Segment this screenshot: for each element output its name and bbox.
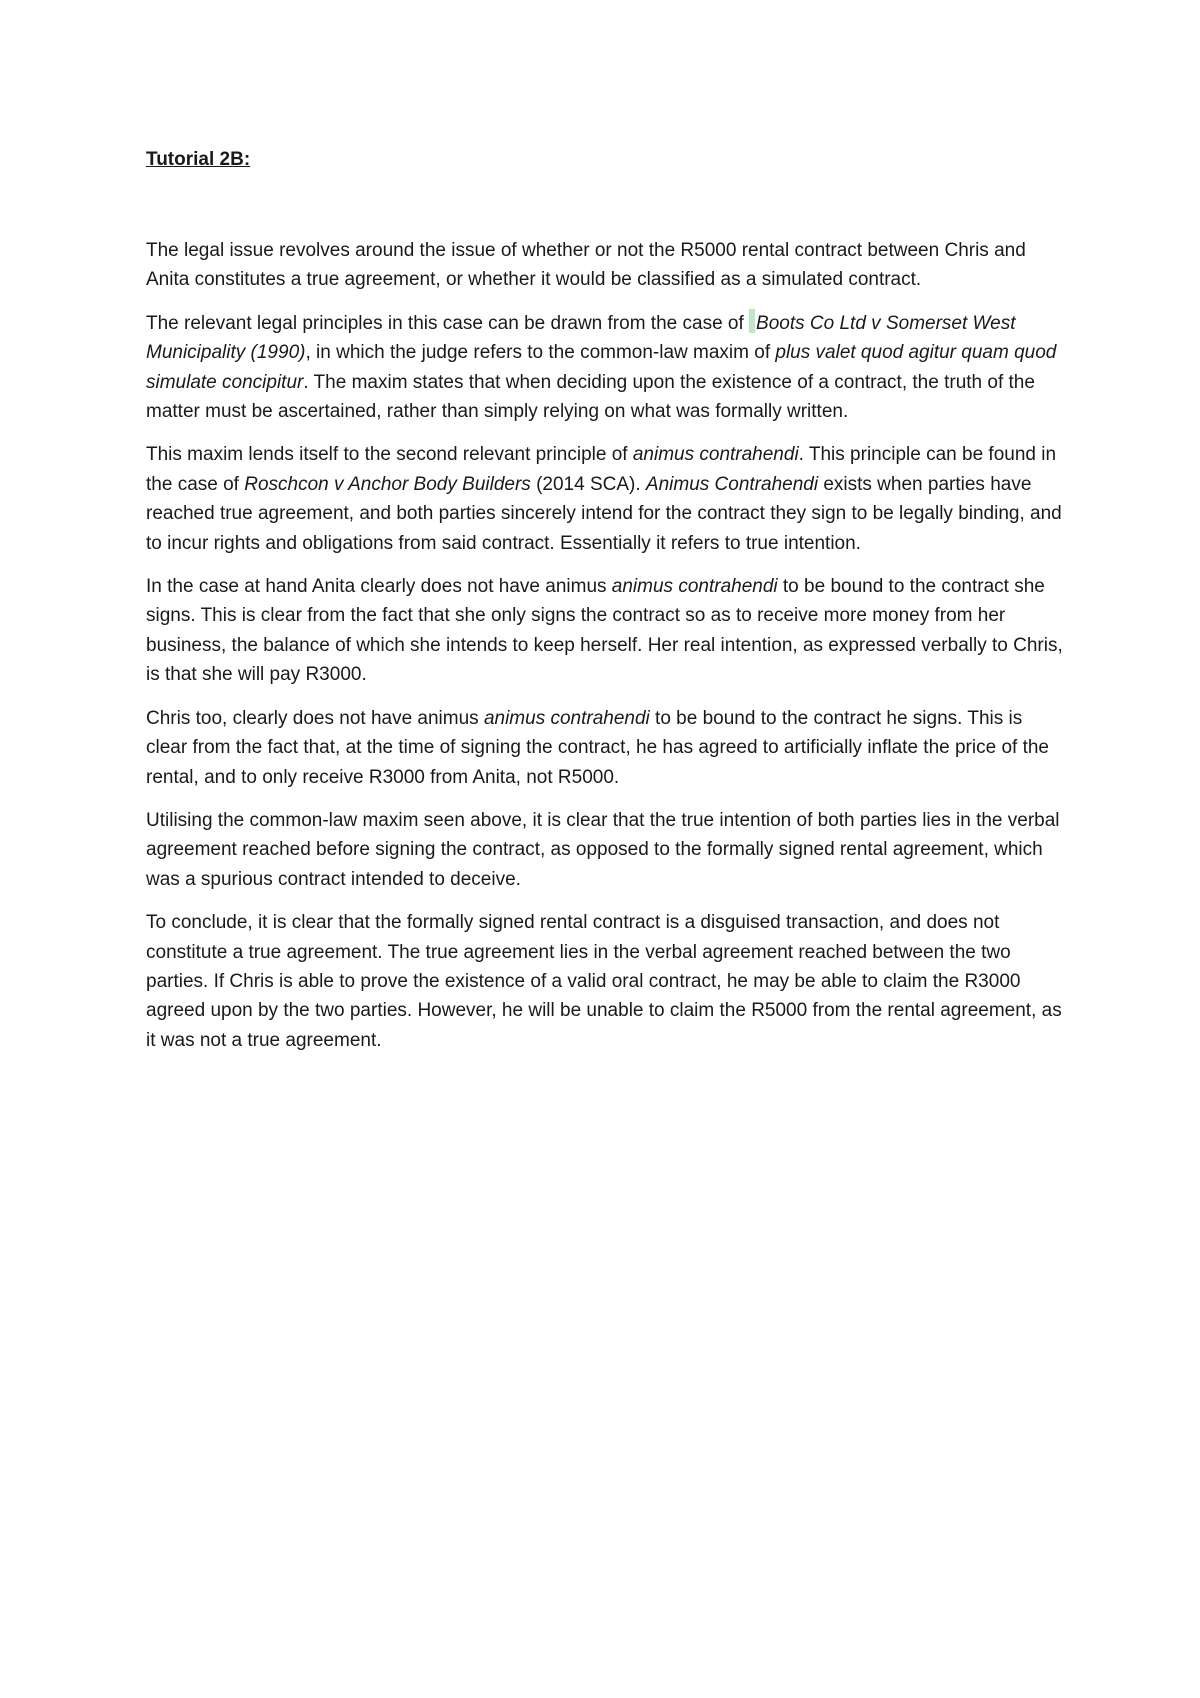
italic-run: Animus Contrahendi (645, 473, 819, 495)
paragraph-6 (146, 806, 1066, 894)
paragraph-2 (146, 309, 1066, 427)
italic-run: animus contrahendi (632, 444, 799, 466)
italic-run: animus contrahendi (483, 707, 650, 729)
paragraph-7 (146, 908, 1066, 1055)
text-run: Chris too, clearly does not have animus (146, 707, 484, 729)
text-run: The legal issue revolves around the issue of whether or not the R5000 rental contract between Chris and Anita constitutes a true agreement, or whether it would be classified as a simulated contract. (146, 240, 1026, 291)
text-run: . This principle can be found in the case of (146, 444, 1057, 495)
paragraph-4 (146, 572, 1066, 690)
italic-run: plus valet quod agitur quam quod simulate concipitur (146, 342, 1057, 393)
document-body (146, 236, 1066, 1069)
italic-run: Boots Co Ltd v Somerset West Municipality (1990) (146, 312, 1016, 364)
text-run: . The maxim states that when deciding upon the existence of a contract, the truth of the matter must be ascertained, rather than simply relying on what was formally written. (146, 371, 1035, 423)
text-run: Utilising the common-law maxim seen above, it is clear that the true intention of both parties lies in the verbal agreement reached before signing the contract, as opposed to the formally signed rental agreement, which was a spurious contract intended to deceive. (146, 809, 1060, 890)
text-run: The relevant legal principles in this case can be drawn from the case of (146, 312, 750, 334)
text-run: exists when parties have reached true agreement, and both parties sincerely intend for the contract they sign to be legally binding, and to incur rights and obligations from said contract. Essentially it refers to true intention. (146, 473, 1062, 554)
paragraph-5 (146, 704, 1066, 792)
text-run: , in which the judge refers to the common-law maxim of (305, 342, 776, 364)
document-title: Tutorial 2B: (146, 149, 251, 170)
text-run: In the case at hand Anita clearly does not have animus (146, 576, 612, 598)
italic-run: animus contrahendi (611, 576, 778, 598)
text-run: to be bound to the contract she signs. This is clear from the fact that she only signs the contract so as to receive more money from her business, the balance of which she intends to keep herself. Her real intention, as expressed verbally to Chris, is that she will pay R3000. (146, 576, 1063, 686)
text-run: This maxim lends itself to the second relevant principle of (146, 444, 633, 466)
paragraph-3 (146, 440, 1066, 558)
paragraph-1 (146, 236, 1066, 295)
italic-run: Roschcon v Anchor Body Builders (244, 473, 531, 495)
text-run: (2014 SCA). (530, 473, 646, 495)
text-run: To conclude, it is clear that the formally signed rental contract is a disguised transaction, and does not constitute a true agreement. The true agreement lies in the verbal agreement reached between the two parties. If Chris is able to prove the existence of a valid oral contract, he may be able to claim the R3000 agreed upon by the two parties. However, he will be unable to claim the R5000 from the rental agreement, as it was not a true agreement. (146, 912, 1062, 1051)
text-cursor-highlight (749, 309, 755, 333)
text-run: to be bound to the contract he signs. This is clear from the fact that, at the time of signing the contract, he has agreed to artificially inflate the price of the rental, and to only receive R3000 from Anita, not R5000. (146, 707, 1049, 788)
